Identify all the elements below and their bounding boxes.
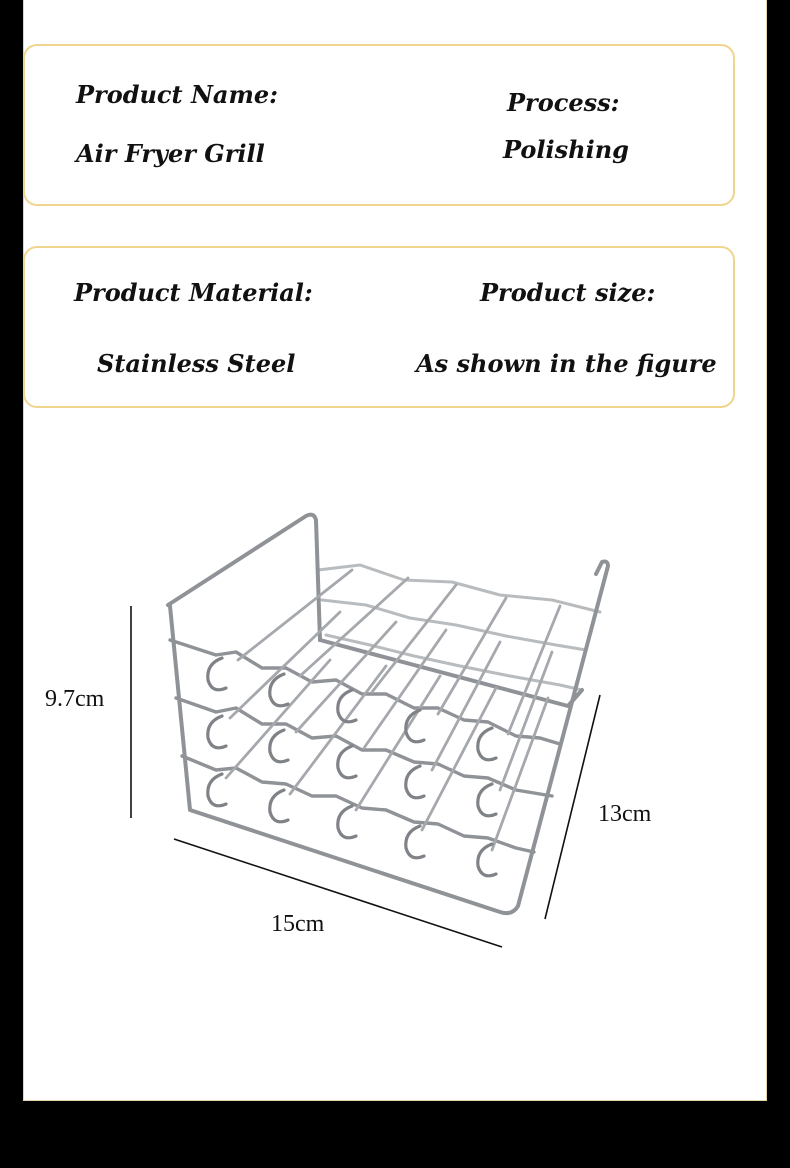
stainless-steel-skewer-rack-icon: [168, 515, 608, 913]
process-value: Polishing: [503, 135, 629, 164]
product-material-label: Product Material:: [74, 278, 313, 307]
depth-dimension-label: 13cm: [598, 801, 652, 827]
product-name-value: Air Fryer Grill: [76, 139, 265, 168]
depth-dimension-line: [545, 695, 600, 919]
process-label: Process:: [507, 88, 620, 117]
product-size-value: As shown in the figure: [416, 349, 717, 378]
product-name-label: Product Name:: [76, 80, 278, 109]
height-dimension-label: 9.7cm: [45, 686, 105, 712]
product-material-value: Stainless Steel: [97, 349, 296, 378]
width-dimension-label: 15cm: [271, 911, 325, 937]
product-size-label: Product size:: [480, 278, 656, 307]
width-dimension-line: [174, 839, 502, 947]
